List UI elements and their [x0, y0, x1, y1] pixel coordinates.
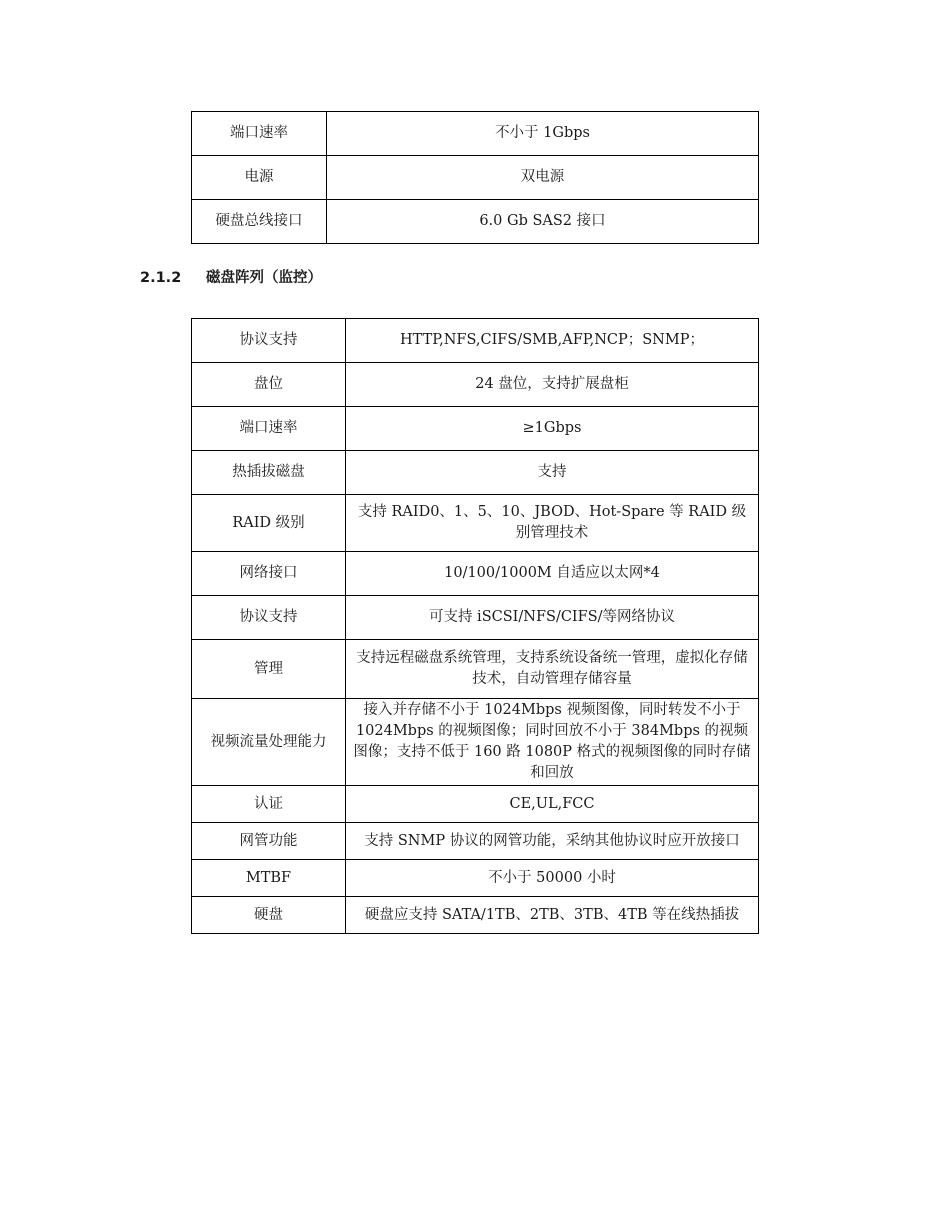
spec-label: 视频流量处理能力: [192, 699, 346, 786]
table-row: [192, 640, 759, 699]
section-heading: [140, 266, 322, 287]
spec-value: HTTP,NFS,CIFS/SMB,AFP,NCP；SNMP；: [346, 319, 759, 363]
table-row: [192, 319, 759, 363]
table-row: [192, 786, 759, 823]
table-row: [192, 823, 759, 860]
table-row: [192, 451, 759, 495]
spec-value: 10/100/1000M 自适应以太网*4: [346, 552, 759, 596]
table-row: [192, 552, 759, 596]
table-row: [192, 596, 759, 640]
spec-value: 不小于 50000 小时: [346, 860, 759, 897]
spec-label: 网络接口: [192, 552, 346, 596]
spec-value: 不小于 1Gbps: [327, 112, 759, 156]
spec-label: 热插拔磁盘: [192, 451, 346, 495]
spec-value: 硬盘应支持 SATA/1TB、2TB、3TB、4TB 等在线热插拔: [346, 897, 759, 934]
spec-label: 硬盘总线接口: [192, 200, 327, 244]
table-row: [192, 897, 759, 934]
spec-value: 支持 RAID0、1、5、10、JBOD、Hot-Spare 等 RAID 级别管理技术: [346, 495, 759, 552]
spec-label: RAID 级别: [192, 495, 346, 552]
section-title: 磁盘阵列（监控）: [206, 270, 322, 286]
spec-label: MTBF: [192, 860, 346, 897]
table-row: [192, 363, 759, 407]
spec-label: 协议支持: [192, 319, 346, 363]
spec-value: 6.0 Gb SAS2 接口: [327, 200, 759, 244]
spec-value: 接入并存储不小于 1024Mbps 视频图像，同时转发不小于 1024Mbps 的视频图像；同时回放不小于 384Mbps 的视频图像；支持不低于 160 路 1080P 格式的视频图像的同时存储和回放: [346, 699, 759, 786]
section-number: 2.1.2: [140, 270, 182, 286]
table-row: [192, 407, 759, 451]
table-row: [192, 699, 759, 786]
spec-label: 硬盘: [192, 897, 346, 934]
spec-value: 支持远程磁盘系统管理，支持系统设备统一管理，虚拟化存储技术，自动管理存储容量: [346, 640, 759, 699]
spec-label: 认证: [192, 786, 346, 823]
spec-value: ≥1Gbps: [346, 407, 759, 451]
spec-label: 协议支持: [192, 596, 346, 640]
table-row: [192, 156, 759, 200]
disk-array-spec-table: [191, 318, 759, 934]
spec-label: 电源: [192, 156, 327, 200]
table-row: [192, 860, 759, 897]
spec-value: 支持: [346, 451, 759, 495]
spec-value: 支持 SNMP 协议的网管功能，采纳其他协议时应开放接口: [346, 823, 759, 860]
spec-label: 端口速率: [192, 112, 327, 156]
spec-label: 盘位: [192, 363, 346, 407]
spec-label: 网管功能: [192, 823, 346, 860]
spec-label: 端口速率: [192, 407, 346, 451]
spec-value: CE,UL,FCC: [346, 786, 759, 823]
spec-table-continued: [191, 111, 759, 244]
table-row: [192, 200, 759, 244]
spec-value: 可支持 iSCSI/NFS/CIFS/等网络协议: [346, 596, 759, 640]
table-row: [192, 112, 759, 156]
spec-value: 双电源: [327, 156, 759, 200]
table-row: [192, 495, 759, 552]
spec-label: 管理: [192, 640, 346, 699]
spec-value: 24 盘位，支持扩展盘柜: [346, 363, 759, 407]
